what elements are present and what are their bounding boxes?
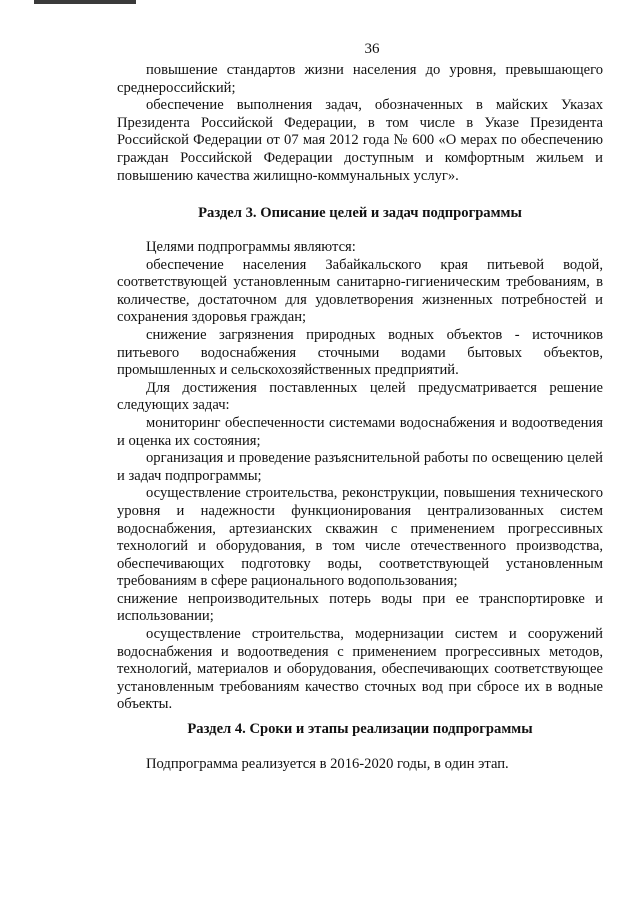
paragraph-goal-water-supply: обеспечение населения Забайкальского края питьевой водой, соответствующей установленным санитарно-гигиеническим требованиям, в количестве, достаточном для удовлетворения жизненных потребностей и сохранения здоровья граждан; bbox=[117, 256, 603, 326]
paragraph-goal-pollution: снижение загрязнения природных водных объектов - источников питьевого водоснабжения сточными водами бытовых объектов, промышленных и сельскохозяйственных предприятий. bbox=[117, 326, 603, 379]
section-3-heading: Раздел 3. Описание целей и задач подпрограммы bbox=[198, 205, 522, 221]
paragraph-living-standards: повышение стандартов жизни населения до уровня, превышающего среднероссийский; bbox=[117, 62, 603, 96]
paragraph-task-outreach: организация и проведение разъяснительной работы по освещению целей и задач подпрограммы; bbox=[117, 450, 603, 484]
section-3-body bbox=[117, 239, 603, 714]
page-number: 36 bbox=[364, 41, 380, 57]
section-4-heading: Раздел 4. Сроки и этапы реализации подпрограммы bbox=[187, 721, 533, 737]
intro-text-block bbox=[117, 62, 603, 185]
paragraph-task-monitoring: мониторинг обеспеченности системами водоснабжения и водоотведения и оценка их состояния; bbox=[117, 414, 603, 449]
paragraph-task-construction: осуществление строительства, реконструкции, повышения технического уровня и надежности функционирования централизованных систем водоснабжения, артезианских скважин с применением прогрессивных технологий и оборудования, в том числе отечественного производства, обеспечивающих подготовку воды, соответствующей установленным требованиям в сфере рационального водопользования; bbox=[117, 485, 603, 590]
paragraph-timeline: Подпрограмма реализуется в 2016-2020 годы, в один этап. bbox=[146, 756, 509, 772]
paragraph-task-loss-reduction: снижение непроизводительных потерь воды при ее транспортировке и использовании; bbox=[117, 590, 603, 625]
paragraph-may-decrees: обеспечение выполнения задач, обозначенных в майских Указах Президента Российской Федерации, в том числе в Указе Президента Российской Федерации от 07 мая 2012 года № 600 «О мерах по обеспечению граждан Российской Федерации доступным и комфортным жильем и повышению качества жилищно-коммунальных услуг». bbox=[117, 97, 603, 184]
scan-edge-mark bbox=[34, 0, 136, 4]
paragraph-goals-intro: Целями подпрограммы являются: bbox=[146, 239, 356, 255]
paragraph-tasks-intro: Для достижения поставленных целей предусматривается решение следующих задач: bbox=[117, 379, 603, 414]
section-4-body bbox=[117, 756, 603, 774]
paragraph-task-modernization: осуществление строительства, модернизации систем и сооружений водоснабжения и водоотведения с применением прогрессивных методов, технологий, материалов и оборудования, обеспечивающих соответствующее установленным требованиям качество сточных вод при сбросе их в водные объекты. bbox=[117, 626, 603, 713]
